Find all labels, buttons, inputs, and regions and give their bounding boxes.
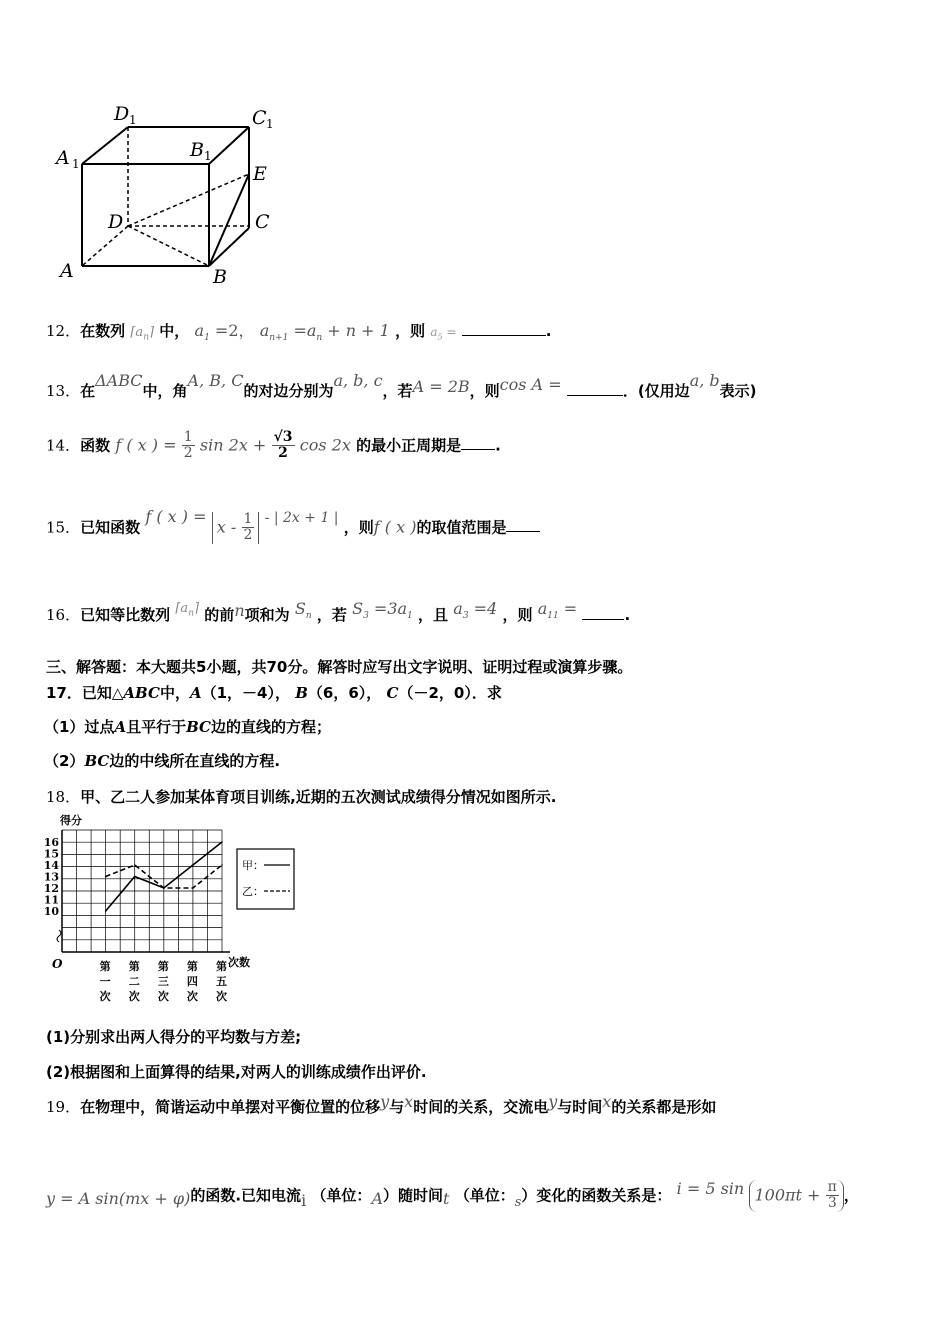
y-axis-label: 得分	[60, 814, 82, 827]
data-point-甲	[221, 841, 223, 843]
question-12: 12．在数列 $⌈a_n⌉$ 中， $a_1 =2$， $a_{n+1} =a_n + n + 1$ ，则 $a_5$ = .	[46, 321, 552, 344]
label-A1-sub: 1	[72, 157, 80, 171]
label-B1-sub: 1	[204, 149, 212, 163]
section-3-heading: 三、解答题：本大题共5小题，共70分。解答时应写出文字说明、证明过程或演算步骤。	[46, 658, 633, 676]
x-tick-label: 五	[216, 975, 227, 988]
legend-label: 乙：	[242, 885, 264, 898]
y-tick-label: 11	[43, 893, 59, 907]
data-point-甲	[192, 864, 194, 866]
question-13: 13．在ΔABC中，角A, B, C的对边分别为a, b, c，若A = 2B，则cos A = ．(仅用边a, b表示)	[46, 371, 757, 400]
x-tick-label: 第	[128, 960, 140, 973]
y-tick-label: 14	[43, 859, 59, 872]
answer-blank-13[interactable]	[567, 380, 623, 396]
label-E: E	[253, 163, 267, 185]
label-D1-sub: 1	[129, 113, 137, 127]
data-point-甲	[134, 876, 136, 878]
origin-label: O	[52, 957, 63, 971]
legend-box	[237, 849, 294, 909]
question-18-part-2: (2)根据图和上面算得的结果,对两人的训练成绩作出评价.	[46, 1063, 427, 1081]
question-18-part-1: (1)分别求出两人得分的平均数与方差;	[46, 1028, 302, 1046]
label-C: C	[255, 211, 270, 233]
x-tick-label: 第	[186, 960, 198, 973]
x-tick-label: 第	[216, 960, 227, 973]
x-tick-label: 三	[157, 975, 169, 988]
question-19-cont: y = A sin(mx + φ)的函数.已知电流i （单位：A）随时间t （单位：s）变化的函数关系是： i = 5 sin 100πt + $\frac{\pi}{3}$ ，	[46, 1179, 859, 1212]
label-A1: A	[56, 147, 70, 169]
label-D1: D	[114, 103, 130, 125]
label-C1: C	[252, 107, 267, 129]
y-tick-label: 16	[43, 836, 59, 849]
question-17-part-1: （1）过点A且平行于BC边的直线的方程；	[44, 718, 332, 736]
question-16: 16．已知等比数列 $⌈a_n⌉$ 的前n项和为 $S_n$ ，若 $S_3 =3a_1$ ，且 $a_3 =4$ ，则 $a_{11}$ = .	[46, 599, 631, 624]
x-tick-label: 次	[99, 990, 111, 1003]
question-18: 18．甲、乙二人参加某体育项目训练,近期的五次测试成绩得分情况如图所示.	[46, 788, 557, 806]
x-tick-label: 第	[157, 960, 169, 973]
y-tick-label: 10	[43, 905, 59, 918]
label-B: B	[213, 266, 227, 288]
x-tick-label: 二	[128, 975, 140, 988]
y-tick-label: 12	[43, 882, 59, 895]
question-17-part-2: （2）BC边的中线所在直线的方程.	[44, 752, 281, 770]
axis-break	[57, 930, 61, 942]
data-point-乙	[163, 887, 165, 889]
legend-label: 甲：	[242, 859, 264, 872]
data-point-甲	[105, 910, 107, 912]
answer-blank-16[interactable]	[582, 604, 624, 620]
question-15: 15．已知函数 f ( x ) = x - $\frac{1}{2}$ - | 2x + 1 | ，则f ( x )的取值范围是	[46, 512, 540, 544]
x-tick-label: 次	[186, 990, 198, 1003]
x-axis-label: 次数	[228, 956, 250, 969]
cube-figure	[50, 100, 290, 290]
answer-blank-14[interactable]	[461, 434, 495, 450]
data-point-乙	[221, 864, 223, 866]
question-17: 17．已知△ABC中，A（1，－4）， B（6，6）， C（－2，0）．求	[46, 684, 502, 702]
answer-blank-12[interactable]	[462, 320, 546, 336]
answer-blank-15[interactable]	[506, 516, 540, 532]
x-tick-label: 第	[99, 960, 111, 973]
label-B1: B	[190, 139, 204, 161]
question-19: 19．在物理中，简谐运动中单摆对平衡位置的位移y与x时间的关系，交流电y与时间x的关系都是形如	[46, 1092, 717, 1116]
x-tick-label: 一	[99, 975, 111, 988]
x-tick-label: 次	[128, 990, 140, 1003]
data-point-乙	[134, 864, 136, 866]
y-tick-label: 15	[43, 847, 59, 861]
x-tick-label: 次	[216, 990, 227, 1003]
label-C1-sub: 1	[266, 117, 274, 131]
question-14: 14．函数 f ( x ) = $\frac{1}{2}$ sin 2x + $\frac{√3}{2}$ cos 2x 的最小正周期是 .	[46, 429, 501, 462]
x-tick-label: 次	[157, 990, 169, 1003]
data-point-乙	[192, 887, 194, 889]
data-point-乙	[105, 876, 107, 878]
label-D: D	[108, 211, 124, 233]
y-tick-label: 13	[43, 870, 59, 884]
score-chart	[40, 812, 310, 1007]
label-A: A	[60, 260, 74, 282]
x-tick-label: 四	[186, 975, 198, 988]
